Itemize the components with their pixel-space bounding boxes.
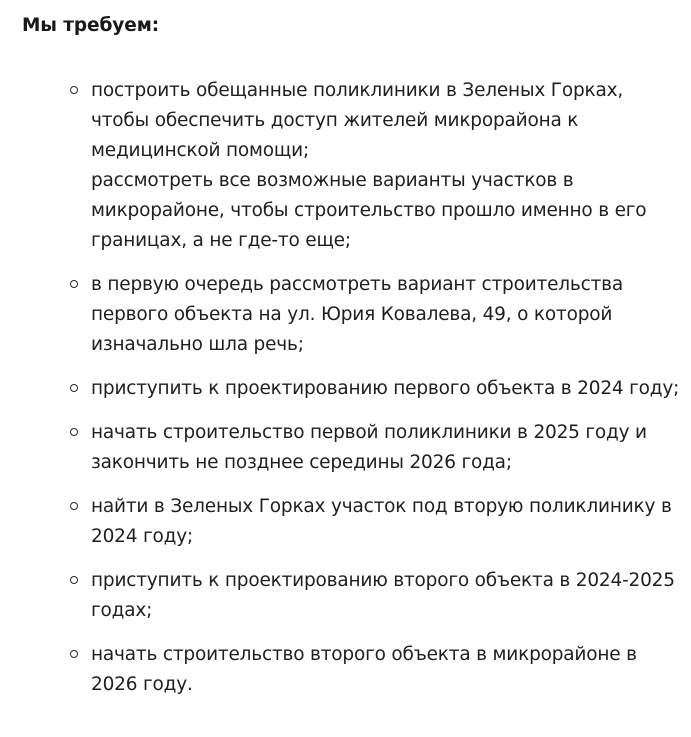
list-item-text: начать строительство второго объекта в микрорайоне в 2026 году.: [91, 644, 637, 695]
list-item: [22, 270, 681, 360]
list-item-text: приступить к проектированию первого объекта в 2024 году;: [91, 378, 680, 399]
hollow-bullet-icon: [70, 576, 78, 584]
list-item-text-continued: рассмотреть все возможные варианты участков в микрорайоне, чтобы строительство прошло именно в его границах, а не где-то еще;: [91, 170, 647, 251]
list-item: [22, 640, 681, 700]
list-item-text: найти в Зеленых Горках участок под вторую поликлинику в 2024 году;: [91, 496, 672, 547]
list-item: [22, 418, 681, 478]
section-heading: Мы требуем:: [22, 15, 160, 36]
hollow-bullet-icon: [70, 280, 78, 288]
list-item-text: построить обещанные поликлиники в Зеленых Горках, чтобы обеспечить доступ жителей микрорайона к медицинской помощи;: [91, 80, 624, 161]
list-item: [22, 374, 681, 404]
hollow-bullet-icon: [70, 650, 78, 658]
hollow-bullet-icon: [70, 428, 78, 436]
list-item-text: в первую очередь рассмотреть вариант строительства первого объекта на ул. Юрия Ковалева, 49, о которой изначально шла речь;: [91, 274, 624, 355]
requirements-list: [22, 76, 691, 700]
hollow-bullet-icon: [70, 502, 78, 510]
list-item: [22, 492, 681, 552]
list-item-text: приступить к проектированию второго объекта в 2024-2025 годах;: [91, 570, 675, 621]
hollow-bullet-icon: [70, 384, 78, 392]
hollow-bullet-icon: [70, 86, 78, 94]
list-item-text: начать строительство первой поликлиники в 2025 году и закончить не позднее середины 2026 года;: [91, 422, 647, 473]
list-item: [22, 76, 681, 256]
list-item: [22, 566, 681, 626]
